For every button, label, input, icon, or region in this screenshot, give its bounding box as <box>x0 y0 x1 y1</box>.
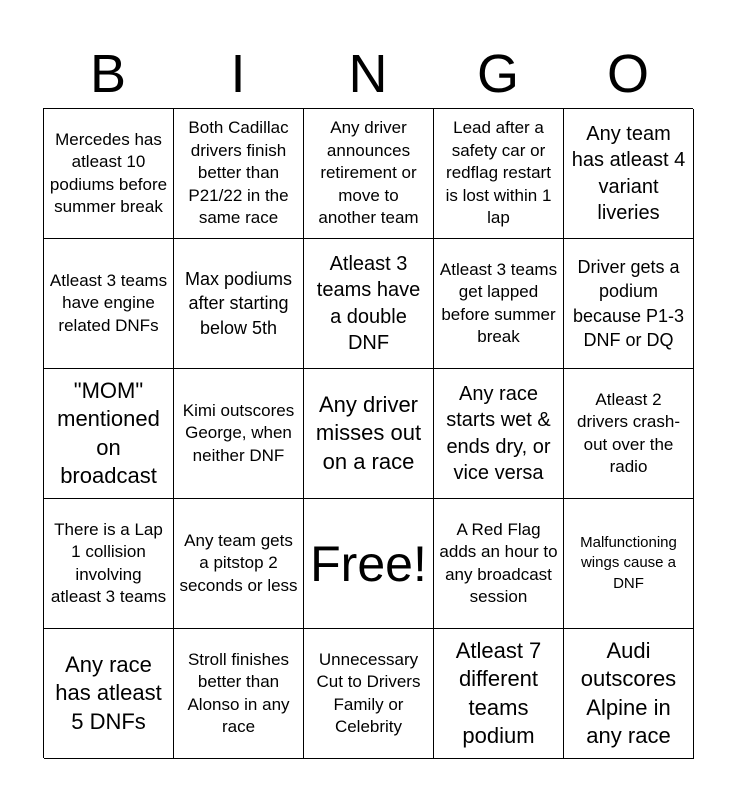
bingo-cell-text: Atleast 2 drivers crash-out over the radio <box>577 389 680 476</box>
bingo-cell-text: Kimi outscores George, when neither DNF <box>182 400 295 465</box>
bingo-cell-r3c5[interactable] <box>564 369 694 499</box>
bingo-cell-r2c2[interactable] <box>174 239 304 369</box>
bingo-cell-text: Any driver misses out on a race <box>315 391 422 474</box>
bingo-cell-text: Max podiums after starting below 5th <box>184 268 293 338</box>
bingo-cell-r1c1[interactable] <box>44 109 174 239</box>
bingo-cell-text: Both Cadillac drivers finish better than P21/22 in the same race <box>188 118 289 228</box>
bingo-cell-r5c5[interactable] <box>564 629 694 759</box>
bingo-cell-text: Atleast 7 different teams podium <box>455 637 542 748</box>
bingo-cell-text: There is a Lap 1 collision involving atleast 3 teams <box>50 519 167 606</box>
bingo-cell-r5c4[interactable] <box>434 629 564 759</box>
bingo-cell-r4c1[interactable] <box>44 499 174 629</box>
bingo-cell-r3c2[interactable] <box>174 369 304 499</box>
header-letter-b: B <box>89 44 127 104</box>
bingo-cell-free[interactable] <box>304 499 434 629</box>
bingo-cell-r3c4[interactable] <box>434 369 564 499</box>
bingo-cell-r3c1[interactable] <box>44 369 174 499</box>
bingo-cell-r5c1[interactable] <box>44 629 174 759</box>
bingo-cell-text: Stroll finishes better than Alonso in any race <box>187 649 290 736</box>
bingo-board <box>43 108 693 758</box>
bingo-cell-text: Mercedes has atleast 10 podiums before summer break <box>49 129 168 216</box>
header-letter-i: I <box>230 44 246 104</box>
header-letter-g: G <box>476 44 519 104</box>
bingo-cell-text: Malfunctioning wings cause a DNF <box>580 533 677 592</box>
bingo-cell-r2c4[interactable] <box>434 239 564 369</box>
bingo-cell-text: Any team has atleast 4 variant liveries <box>571 122 686 224</box>
bingo-cell-r5c2[interactable] <box>174 629 304 759</box>
bingo-cell-text: Atleast 3 teams get lapped before summer break <box>439 259 558 346</box>
bingo-cell-text: Any team gets a pitstop 2 seconds or less <box>179 530 298 595</box>
bingo-cell-text: Audi outscores Alpine in any race <box>580 637 677 748</box>
bingo-cell-text: Driver gets a podium because P1-3 DNF or DQ <box>572 256 685 350</box>
bingo-cell-text: Atleast 3 teams have a double DNF <box>316 252 421 354</box>
bingo-cell-text: Any race has atleast 5 DNFs <box>55 651 162 734</box>
header-letter-o: O <box>606 44 649 104</box>
bingo-cell-text: Unnecessary Cut to Drivers Family or Celebrity <box>316 649 421 736</box>
bingo-cell-r1c5[interactable] <box>564 109 694 239</box>
bingo-cell-r2c1[interactable] <box>44 239 174 369</box>
bingo-cell-r4c2[interactable] <box>174 499 304 629</box>
bingo-cell-text: "MOM" mentioned on broadcast <box>57 377 160 488</box>
bingo-cell-r3c3[interactable] <box>304 369 434 499</box>
bingo-cell-r5c3[interactable] <box>304 629 434 759</box>
bingo-cell-r1c2[interactable] <box>174 109 304 239</box>
bingo-cell-r1c4[interactable] <box>434 109 564 239</box>
bingo-cell-r2c3[interactable] <box>304 239 434 369</box>
bingo-cell-r2c5[interactable] <box>564 239 694 369</box>
bingo-cell-r4c5[interactable] <box>564 499 694 629</box>
bingo-cell-r1c3[interactable] <box>304 109 434 239</box>
bingo-cell-text: Any race starts wet & ends dry, or vice versa <box>446 382 551 484</box>
header-letter-n: N <box>348 44 388 104</box>
bingo-cell-text: Lead after a safety car or redflag restart is lost within 1 lap <box>445 118 552 228</box>
bingo-cell-r4c4[interactable] <box>434 499 564 629</box>
bingo-cell-text: Any driver announces retirement or move to another team <box>318 118 419 228</box>
bingo-header <box>43 40 693 108</box>
bingo-cell-text: A Red Flag adds an hour to any broadcast session <box>439 519 558 606</box>
bingo-cell-text: Atleast 3 teams have engine related DNFs <box>49 270 168 335</box>
free-space-label: Free! <box>310 535 427 592</box>
